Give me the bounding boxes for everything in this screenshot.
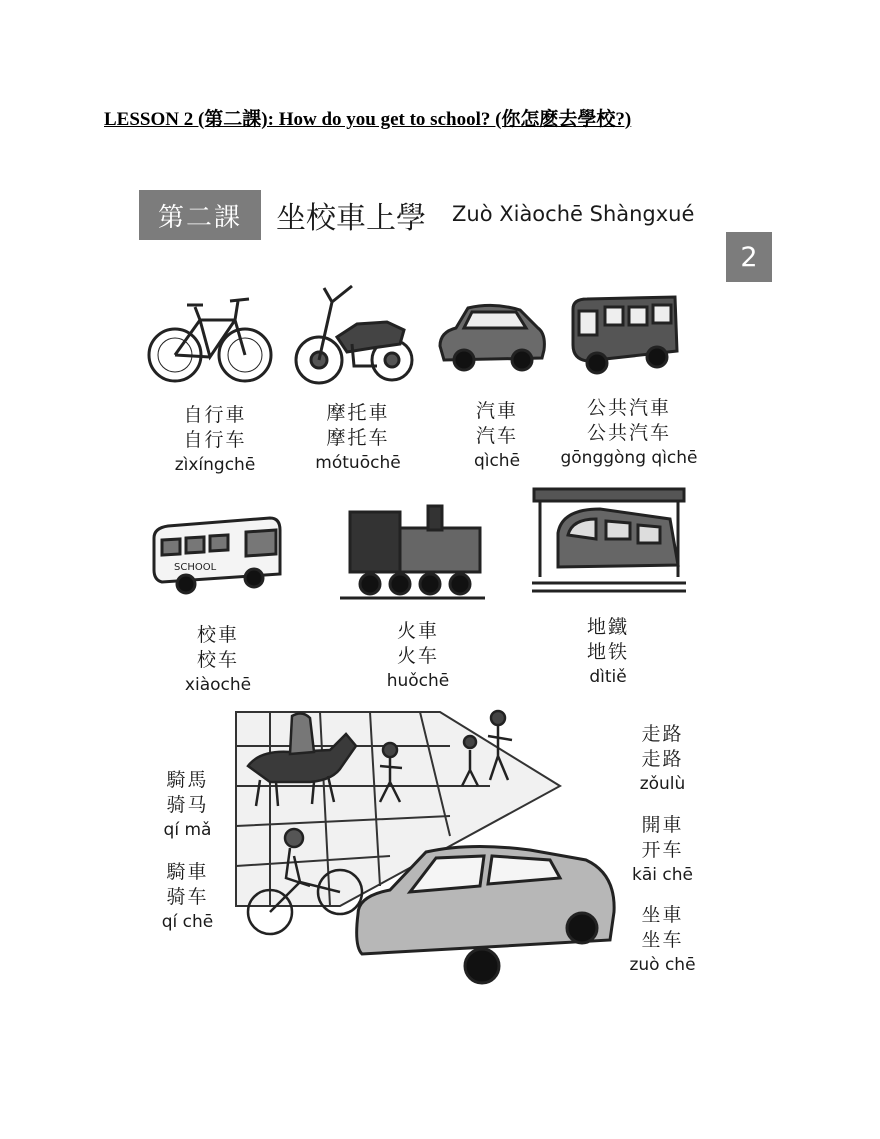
vocab-pinyin: mótuōchē [315, 453, 401, 473]
vocab-trad: 自行車 [183, 404, 247, 426]
lesson-number-tab: 2 [726, 232, 772, 282]
page-heading: LESSON 2 (第二課): How do you get to school? (你怎麽去學校?) [104, 109, 632, 130]
vocab-school-bus [158, 623, 278, 698]
vocab-trad: 公共汽車 [586, 397, 671, 419]
lesson-title-pinyin: Zuò Xiàochē Shàngxué [452, 202, 695, 226]
vocab-bus [556, 396, 702, 471]
vocab-pinyin: qí chē [161, 912, 214, 932]
bicycle-icon [145, 295, 275, 385]
vocab-trad: 走路 [641, 723, 684, 745]
vocab-simp: 开车 [641, 839, 684, 861]
vocab-simp: 校车 [196, 649, 239, 671]
vocab-pinyin: zǒulù [639, 774, 686, 794]
vocab-simp: 公共汽车 [586, 422, 671, 444]
lesson-title: 坐校車上學 [276, 201, 426, 236]
vocab-drive [625, 813, 700, 888]
vocab-simp: 骑马 [166, 794, 209, 816]
vocab-trad: 騎車 [166, 861, 209, 883]
vocab-take-car [625, 903, 700, 978]
vocab-ride-horse [150, 768, 225, 843]
vocab-trad: 坐車 [641, 904, 684, 926]
vocab-simp: 地铁 [586, 641, 629, 663]
vocab-simp: 摩托车 [326, 427, 390, 449]
vocab-trad: 校車 [196, 624, 239, 646]
vocab-bicycle [155, 403, 275, 478]
vocab-pinyin: dìtiě [589, 667, 627, 687]
vocab-simp: 火车 [396, 645, 439, 667]
vocab-trad: 地鐵 [586, 616, 629, 638]
vocab-walk [625, 722, 700, 797]
vocab-car [447, 399, 547, 474]
vocab-trad: 開車 [641, 814, 684, 836]
vocab-pinyin: qí mǎ [163, 820, 212, 840]
train-icon [340, 492, 485, 607]
vocab-trad: 火車 [396, 620, 439, 642]
vocab-pinyin: gōnggòng qìchē [560, 448, 698, 468]
school-bus-sign: SCHOOL [174, 562, 217, 573]
vocab-pinyin: qìchē [473, 451, 521, 471]
school-bus-icon [150, 512, 285, 597]
motorcycle-icon [292, 282, 417, 387]
lesson-label-banner: 第二課 [139, 190, 261, 240]
vocab-trad: 騎馬 [166, 769, 209, 791]
street-scene-illustration [230, 706, 620, 994]
car-icon [434, 300, 550, 375]
vocab-train [358, 619, 478, 694]
bus-icon [567, 295, 682, 380]
vocab-subway [548, 615, 668, 690]
vocab-simp: 自行车 [183, 429, 247, 451]
vocab-pinyin: kāi chē [632, 865, 693, 885]
vocab-pinyin: zìxíngchē [174, 455, 256, 475]
vocab-simp: 走路 [641, 748, 684, 770]
vocab-simp: 坐车 [641, 929, 684, 951]
vocab-pinyin: xiàochē [184, 675, 252, 695]
vocab-trad: 汽車 [475, 400, 518, 422]
vocab-motorcycle [298, 401, 418, 476]
subway-icon [530, 487, 688, 599]
vocab-pinyin: huǒchē [386, 671, 450, 691]
vocab-ride-bike [150, 860, 225, 935]
vocab-pinyin: zuò chē [629, 955, 696, 975]
vocab-trad: 摩托車 [326, 402, 390, 424]
vocab-simp: 汽车 [475, 425, 518, 447]
vocab-simp: 骑车 [166, 886, 209, 908]
